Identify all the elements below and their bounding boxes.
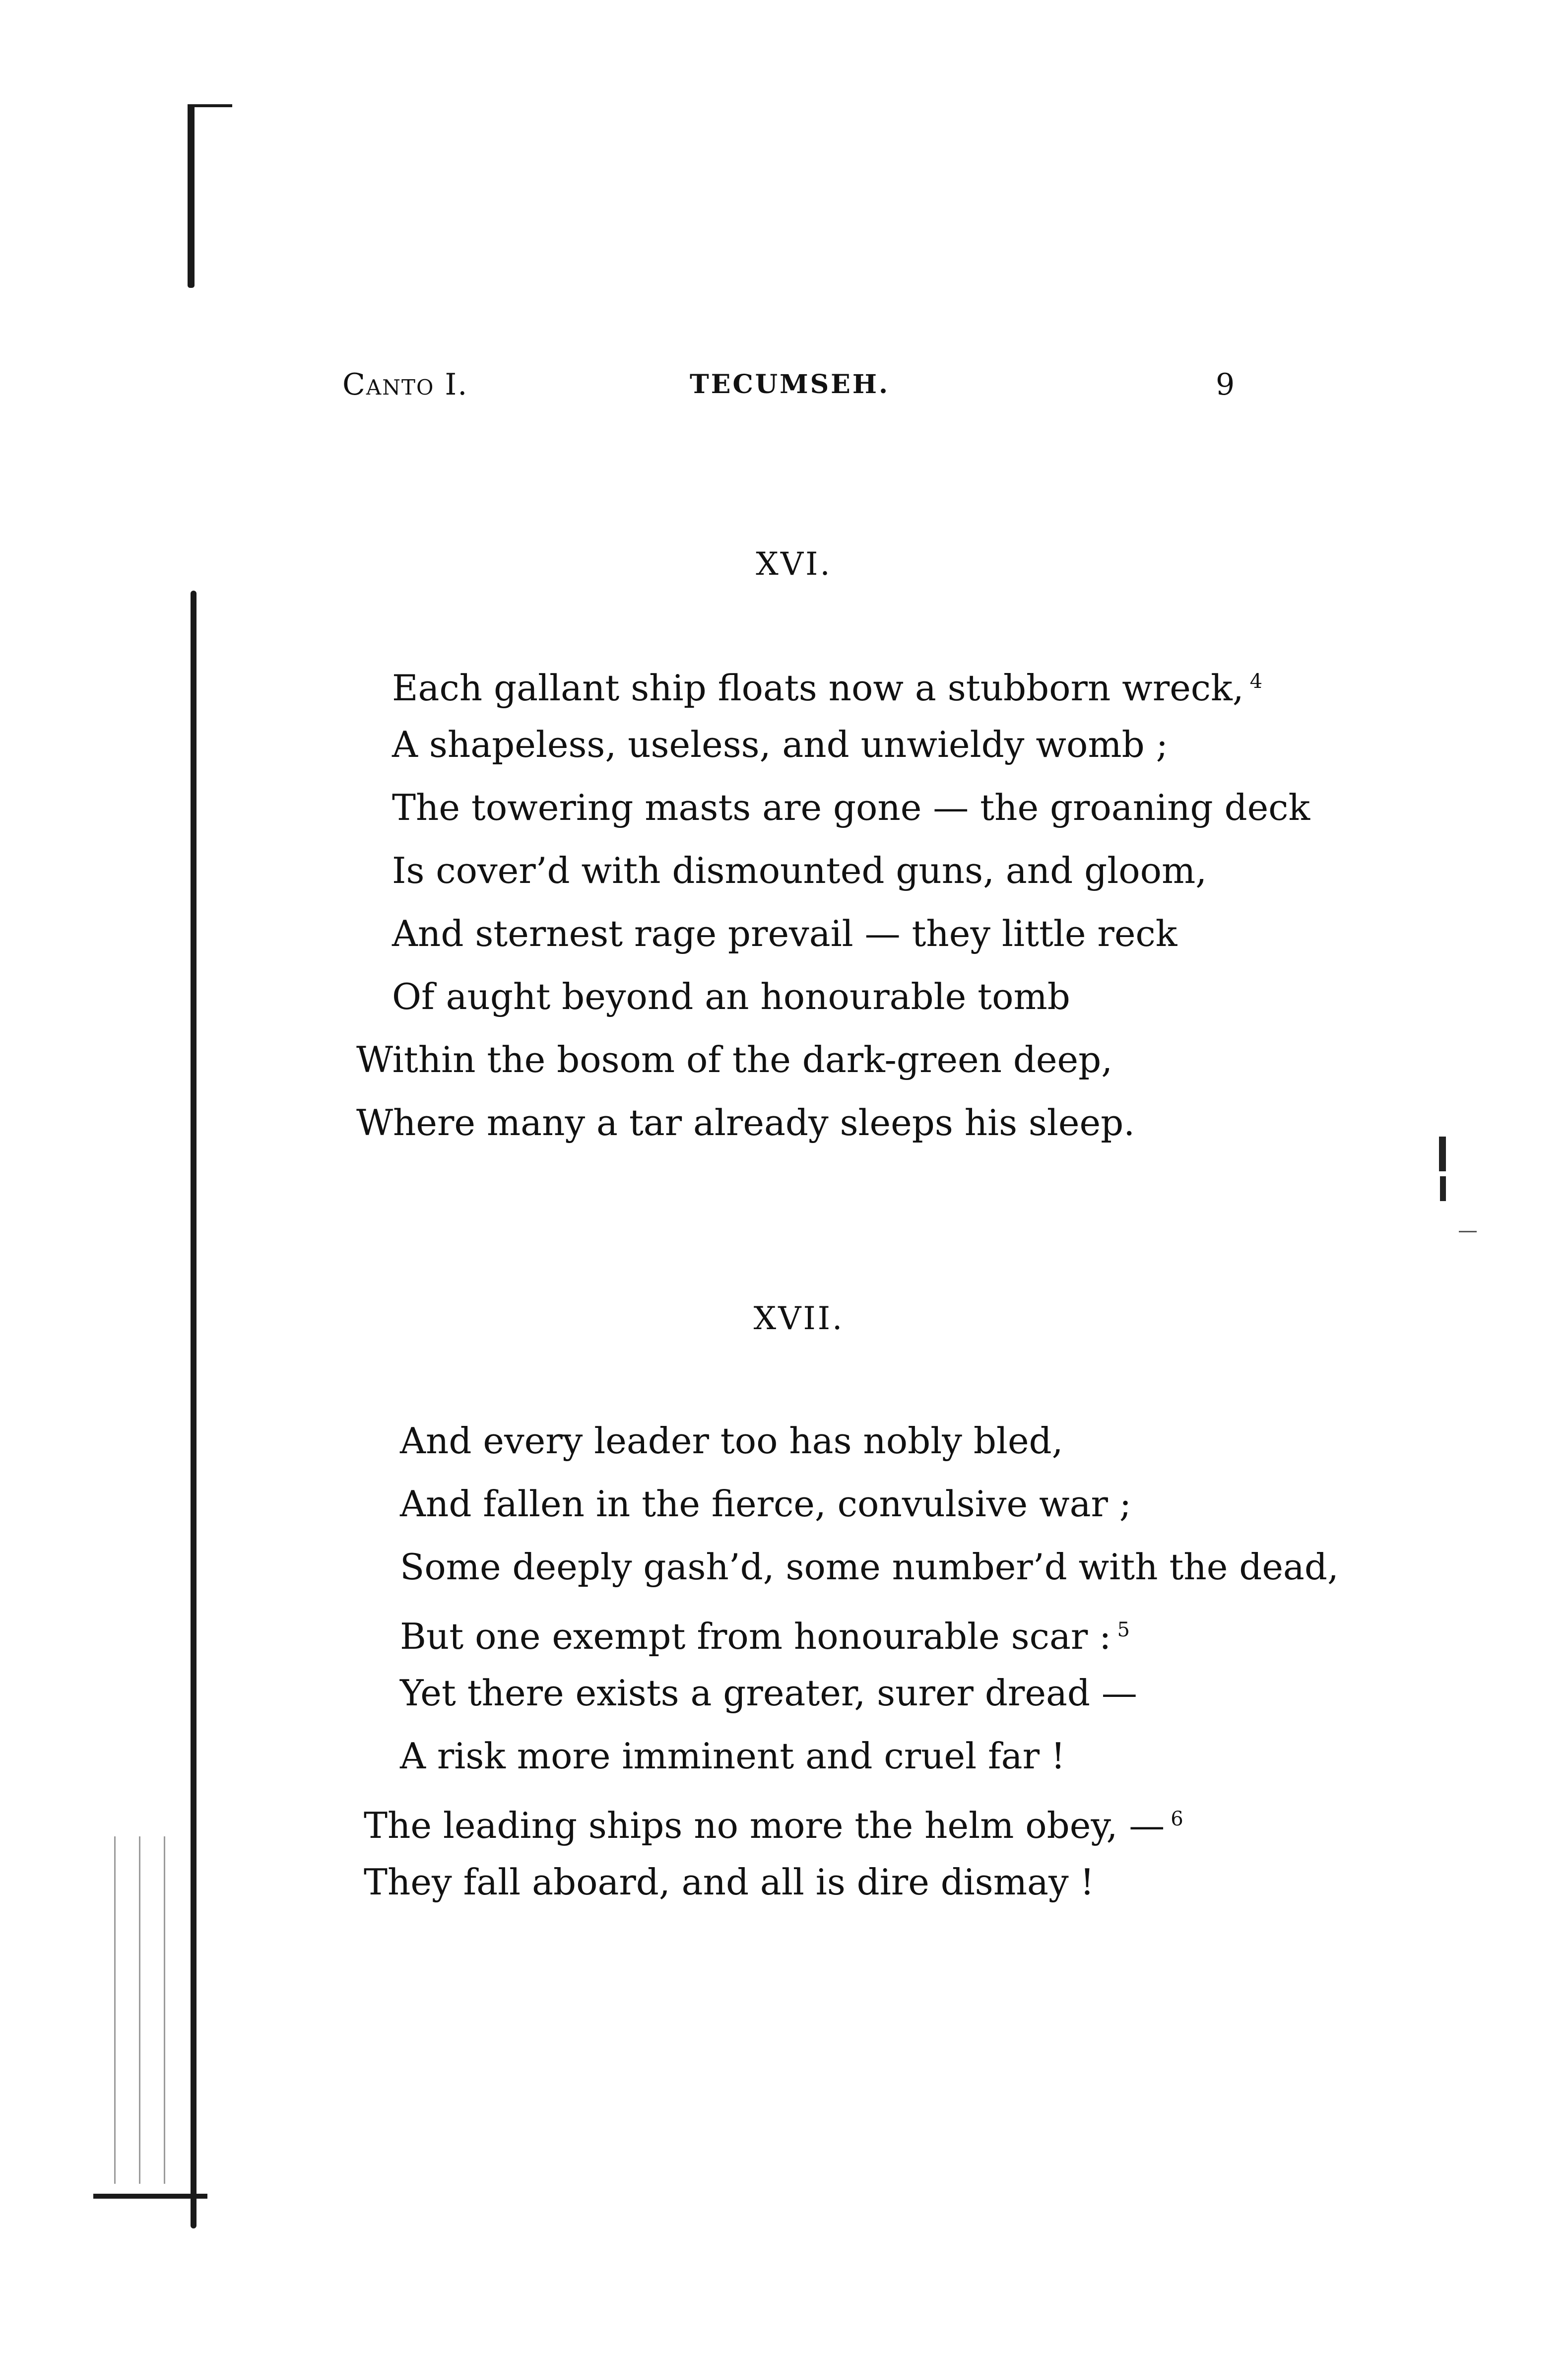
footnote-ref: 6 <box>1171 1808 1183 1830</box>
running-head <box>342 367 1236 417</box>
verse-line: The leading ships no more the helm obey, — $^6$ <box>364 1805 1183 1846</box>
verse-line: And every leader too has nobly bled, <box>400 1420 1063 1462</box>
binding-line-top <box>188 104 195 288</box>
gutter-shadow <box>99 1836 198 2184</box>
binding-base <box>93 2194 207 2199</box>
verse-line: They fall aboard, and all is dire dismay ! <box>364 1861 1095 1903</box>
verse-line: Each gallant ship floats now a stubborn wreck, $^4$ <box>392 667 1263 709</box>
footnote-ref: 5 <box>1117 1618 1130 1641</box>
page-number: 9 <box>1216 367 1236 402</box>
verse-line: And sternest rage prevail — they little reck <box>392 913 1177 954</box>
stanza-number: XVI. <box>756 546 832 583</box>
poem-title: TECUMSEH. <box>690 369 890 400</box>
verse-line: A shapeless, useless, and unwieldy womb ; <box>392 724 1168 765</box>
canto-label: Canto I. <box>342 367 468 402</box>
verse-line: But one exempt from honourable scar : $^5$ <box>400 1616 1130 1657</box>
verse-line: Where many a tar already sleeps his sleep. <box>356 1102 1135 1144</box>
verse-line: Of aught beyond an honourable tomb <box>392 976 1070 1017</box>
verse-line: Some deeply gash’d, some number’d with the dead, <box>400 1546 1339 1588</box>
stanza-number: XVII. <box>753 1300 845 1337</box>
verse-line: Yet there exists a greater, surer dread — <box>400 1672 1137 1714</box>
verse-line: Within the bosom of the dark-green deep, <box>356 1039 1113 1080</box>
verse-line: Is cover’d with dismounted guns, and gloom, <box>392 850 1207 891</box>
verse-line: And fallen in the fierce, convulsive war ; <box>400 1483 1132 1525</box>
margin-marks <box>1429 764 1469 1261</box>
verse-line: A risk more imminent and cruel far ! <box>400 1735 1065 1777</box>
verse-line: The towering masts are gone — the groaning deck <box>392 787 1310 828</box>
footnote-ref: 4 <box>1249 670 1263 693</box>
